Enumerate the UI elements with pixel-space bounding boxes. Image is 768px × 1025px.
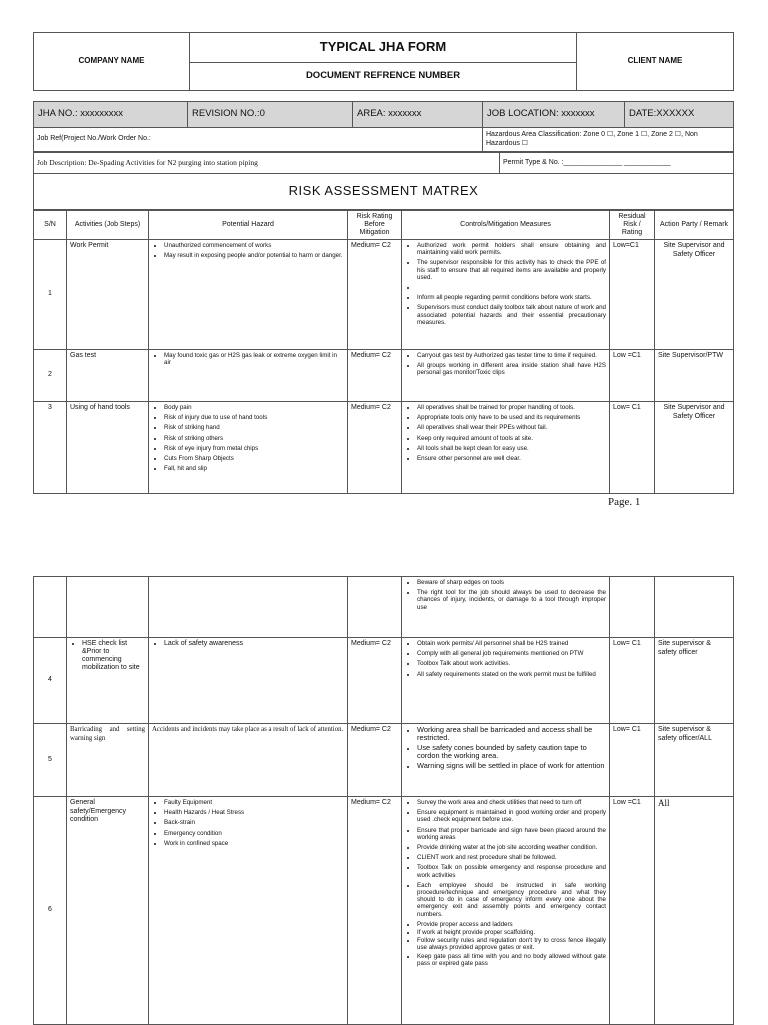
permit-type: Permit Type & No. :_______________ ____________: [500, 153, 734, 174]
control-item: • Authorized work permit holders shall ensure obtaining and maintaining valid work permits.: [417, 242, 606, 256]
client-name: CLIENT NAME: [577, 33, 734, 91]
table-row: [34, 638, 734, 724]
page-1: [33, 32, 733, 494]
hazard-item: • Risk of striking others: [164, 435, 344, 442]
row-hazards: [149, 577, 348, 638]
row-residual: Low= C1: [610, 638, 655, 724]
table-row: [34, 240, 734, 350]
row-action: Site Supervisor and Safety Officer: [655, 240, 734, 350]
control-item: • All tools shall be kept clean for easy use.: [417, 445, 606, 452]
row-residual: Low= C1: [610, 724, 655, 797]
row-rating: Medium= C2: [348, 724, 402, 797]
hazard-item: • May result in exposing people and/or potential to harm or danger.: [164, 252, 344, 259]
row-activity: General safety/Emergency condition: [67, 797, 149, 1025]
col-sn: S/N: [34, 211, 67, 240]
control-item: • Keep gate pass all time with you and no body allowed without gate pass or expired gate pass: [417, 953, 606, 967]
matrix-title: RISK ASSESSMENT MATREX: [34, 174, 734, 210]
hazard-item: • May found toxic gas or H2S gas leak or extreme oxygen limit in air: [164, 352, 344, 366]
control-item: • Obtain work permits/ All personnel shall be H2S trained: [417, 640, 606, 647]
row-sn: 4: [34, 638, 67, 724]
control-item: • Appropriate tools only have to be used and its requirements: [417, 414, 606, 421]
col-action: Action Party / Remark: [655, 211, 734, 240]
row-controls: [402, 797, 610, 1025]
revision-number: REVISION NO.:0: [188, 102, 353, 128]
risk-matrix-page-2: [33, 576, 734, 1025]
row-activity: Barricading and setting warning sign: [67, 724, 149, 797]
control-item: • Warning signs will be settled in place of work for attention: [417, 762, 606, 770]
hazard-item: • Risk of striking hand: [164, 424, 344, 431]
row-sn: 5: [34, 724, 67, 797]
row-controls: [402, 350, 610, 402]
control-item: • Toolbox Talk about work activities.: [417, 660, 606, 667]
row-residual: [610, 577, 655, 638]
area: AREA: xxxxxxx: [353, 102, 483, 128]
row-activity: [67, 638, 149, 724]
activity-item: • HSE check list &Prior to commencing mobilization to site: [82, 640, 145, 672]
row-sn: 1: [34, 240, 67, 350]
row-action: Site supervisor & safety officer/ALL: [655, 724, 734, 797]
control-item: • Keep only required amount of tools at site.: [417, 435, 606, 442]
row-controls: [402, 240, 610, 350]
table-row: [34, 577, 734, 638]
row-residual: Low=C1: [610, 240, 655, 350]
hazard-item: • Body pain: [164, 404, 344, 411]
row-hazards: [149, 797, 348, 1025]
col-rating-before: Risk Rating Before Mitigation: [348, 211, 402, 240]
row-action: Site Supervisor/PTW: [655, 350, 734, 402]
row-controls: [402, 724, 610, 797]
row-hazards: [149, 402, 348, 494]
row-activity: Using of hand tools: [67, 402, 149, 494]
row-activity: Gas test: [67, 350, 149, 402]
header-table: [33, 32, 734, 91]
col-residual: Residual Risk / Rating: [610, 211, 655, 240]
table-row: [34, 350, 734, 402]
control-item: • Each employee should be instructed in safe working procedure/technique and emergency procedure and what they should to do in case of emergency inform every one about the emergency exit and assembly points and emergency contact numbers.: [417, 882, 606, 918]
control-item: [417, 284, 606, 291]
row-rating: Medium= C2: [348, 350, 402, 402]
row-sn: [34, 577, 67, 638]
hazard-item: • Faulty Equipment: [164, 799, 344, 806]
row-activity: Work Permit: [67, 240, 149, 350]
job-description: Job Description: De-Spading Activities for N2 purging into station piping: [34, 153, 500, 174]
control-item: • If work at height provide proper scaffolding.: [417, 929, 606, 936]
control-item: • Ensure that proper barricade and sign have been placed around the working areas: [417, 827, 606, 841]
document-reference: DOCUMENT REFRENCE NUMBER: [190, 63, 577, 91]
hazard-item: • Lack of safety awareness: [164, 640, 344, 647]
hazard-item: • Emergency condition: [164, 830, 344, 837]
row-controls: [402, 638, 610, 724]
control-item: • Supervisors must conduct daily toolbox talk about nature of work and associated potential hazards and their essential precautionary measures.: [417, 304, 606, 326]
form-title: TYPICAL JHA FORM: [190, 33, 577, 63]
control-item: • Ensure equipment is maintained in good working order and properly used .check equipment before use.: [417, 809, 606, 823]
control-item: • Provide proper access and ladders: [417, 921, 606, 928]
col-controls: Controls/Mitigation Measures: [402, 211, 610, 240]
col-hazard: Potential Hazard: [149, 211, 348, 240]
control-item: • Beware of sharp edges on tools: [417, 579, 606, 586]
control-item: • All operatives shall wear their PPEs without fail.: [417, 424, 606, 431]
row-sn: 3: [34, 402, 67, 494]
row-hazards: [149, 240, 348, 350]
row-sn: 2: [34, 350, 67, 402]
control-item: • Working area shall be barricaded and access shall be restricted.: [417, 726, 606, 743]
job-description-table: [33, 152, 734, 210]
date: DATE:XXXXXX: [625, 102, 734, 128]
job-info-table: [33, 101, 734, 152]
row-rating: Medium= C2: [348, 402, 402, 494]
hazard-item: • Back-strain: [164, 819, 344, 826]
table-row: [34, 797, 734, 1025]
control-item: • Follow security rules and regulation don't try to cross fence illegally use always provided approve gates or exit.: [417, 937, 606, 951]
row-residual: Low= C1: [610, 402, 655, 494]
control-item: • Toolbox Talk on possible emergency and response procedure and work activities: [417, 864, 606, 878]
jha-number: JHA NO.: xxxxxxxxx: [34, 102, 188, 128]
control-item: • Comply with all general job requirements mentioned on PTW: [417, 650, 606, 657]
row-action: All: [655, 797, 734, 1025]
page-2: [33, 576, 733, 1025]
row-action: Site Supervisor and Safety Officer: [655, 402, 734, 494]
page-number: Page. 1: [608, 496, 641, 508]
control-item: • The supervisor responsible for this activity has to check the PPE of his staff to ensure that all required items are available and properly used.: [417, 259, 606, 281]
company-name: COMPANY NAME: [34, 33, 190, 91]
control-item: • The right tool for the job should always be used to decrease the chances of injury, incidents, or damage to a tool through improper use: [417, 589, 606, 611]
row-hazards: Accidents and incidents may take place as a result of lack of attention.: [149, 724, 348, 797]
hazard-item: • Work in confined space: [164, 840, 344, 847]
hazard-item: • Health Hazards / Heat Stress: [164, 809, 344, 816]
row-hazards: [149, 350, 348, 402]
job-reference: Job Ref(Project No./Work Order No.:: [34, 128, 483, 152]
control-item: • Inform all people regarding permit conditions before work starts.: [417, 294, 606, 301]
row-activity: [67, 577, 149, 638]
row-residual: Low =C1: [610, 350, 655, 402]
control-item: • All operatives shall be trained for proper handling of tools.: [417, 404, 606, 411]
control-item: • All safety requirements stated on the work permit must be fulfilled: [417, 671, 606, 678]
row-residual: Low =C1: [610, 797, 655, 1025]
risk-matrix-page-1: [33, 210, 734, 494]
table-row: [34, 724, 734, 797]
hazard-item: • Risk of injury due to use of hand tools: [164, 414, 344, 421]
hazard-item: • Unauthorized commencement of works: [164, 242, 344, 249]
row-controls: [402, 577, 610, 638]
job-location: JOB LOCATION: xxxxxxx: [483, 102, 625, 128]
row-controls: [402, 402, 610, 494]
row-action: [655, 577, 734, 638]
row-rating: Medium= C2: [348, 797, 402, 1025]
control-item: • Use safety cones bounded by safety caution tape to cordon the working area.: [417, 744, 606, 761]
hazard-item: • Cuts From Sharp Objects: [164, 455, 344, 462]
hazardous-area-classification: Hazardous Area Classification: Zone 0 ☐, Zone 1 ☐, Zone 2 ☐, Non Hazardous ☐: [483, 128, 734, 152]
row-hazards: [149, 638, 348, 724]
control-item: • Ensure other personnel are well clear.: [417, 455, 606, 462]
control-item: • CLIENT work and rest procedure shall be followed.: [417, 854, 606, 861]
row-action: Site supervisor & safety officer: [655, 638, 734, 724]
hazard-item: • Risk of eye injury from metal chips: [164, 445, 344, 452]
control-item: • Carryout gas test by Authorized gas tester time to time if required.: [417, 352, 606, 359]
control-item: • All groups working in different area inside station shall have H2S personal gas monitor/Toxic clips: [417, 362, 606, 376]
row-rating: Medium= C2: [348, 638, 402, 724]
control-item: • Survey the work area and check utilities that need to turn off: [417, 799, 606, 806]
row-sn: 6: [34, 797, 67, 1025]
table-row: [34, 402, 734, 494]
row-rating: [348, 577, 402, 638]
col-activities: Activities (Job Steps): [67, 211, 149, 240]
hazard-item: • Fall, hit and slip: [164, 465, 344, 472]
row-rating: Medium= C2: [348, 240, 402, 350]
control-item: • Provide drinking water at the job site according weather condition.: [417, 844, 606, 851]
